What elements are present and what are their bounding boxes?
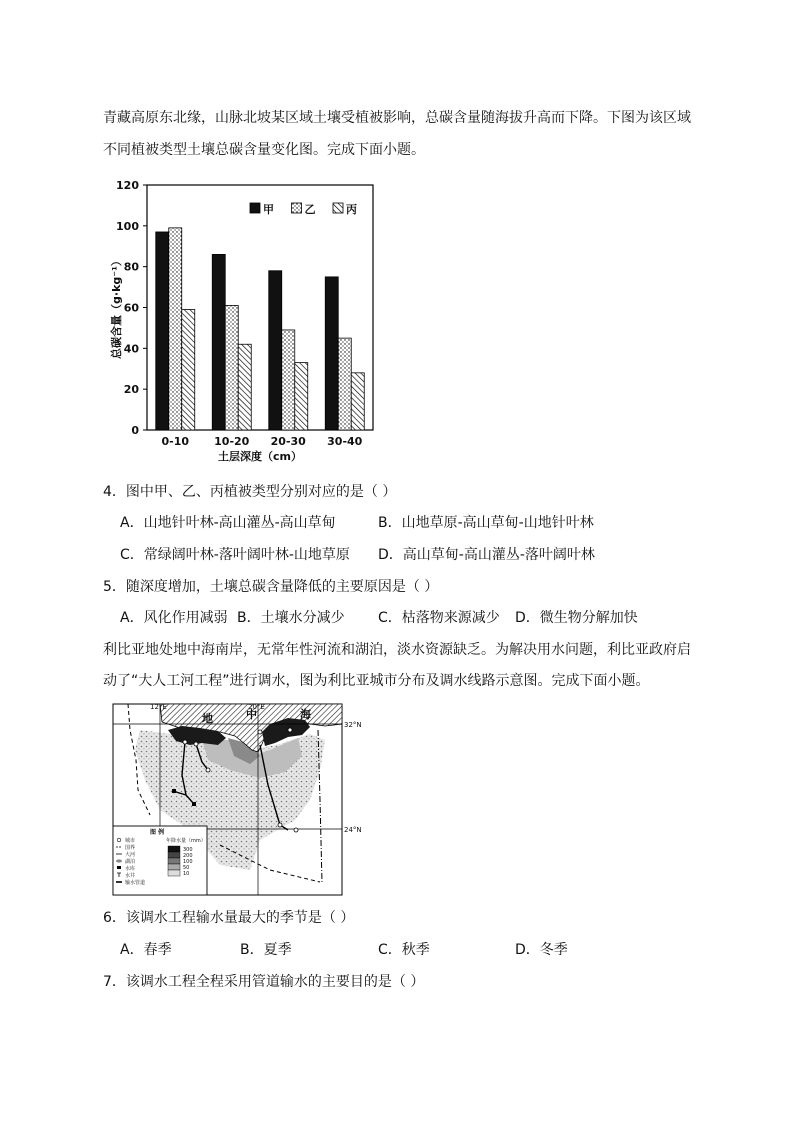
q6-option-c[interactable]: C．秋季	[378, 942, 430, 958]
legend-item-river: 大河	[125, 852, 136, 858]
y-tick-label: 120	[116, 179, 139, 192]
x-tick-label: 20-30	[270, 435, 306, 448]
city-marker	[288, 728, 292, 732]
y-tick-label: 40	[123, 342, 139, 356]
legend-label-1: 甲	[263, 203, 274, 216]
legend-precip-level-5: 10	[183, 871, 190, 877]
bar-series-1-cat-1	[156, 232, 169, 430]
bar-series-1-cat-4	[325, 277, 338, 430]
q5-option-a[interactable]: A．风化作用减弱	[120, 610, 228, 626]
x-axis-label: 土层深度（cm）	[218, 450, 302, 463]
q6-option-a[interactable]: A．春季	[120, 942, 172, 958]
bar-series-1-cat-3	[269, 271, 282, 430]
bar-series-1-cat-2	[212, 254, 225, 430]
bar-series-2-cat-2	[225, 305, 238, 430]
legend-item-pipeline: 输水管道	[125, 880, 146, 886]
legend-lake-symbol	[116, 859, 122, 862]
x-tick-label: 0-10	[161, 435, 190, 448]
legend-title: 图 例	[150, 829, 165, 836]
legend-precip-swatch-4	[168, 864, 180, 870]
city-marker	[194, 742, 198, 746]
passage1-line2: 不同植被类型土壤总碳含量变化图。完成下面小题。	[103, 142, 425, 158]
q6-stem: 6．该调水工程输水量最大的季节是（ ）	[103, 910, 355, 926]
city-marker	[294, 828, 298, 832]
libya-water-map	[110, 700, 375, 900]
q5-stem: 5．随深度增加，土壤总碳含量降低的主要原因是（ ）	[103, 579, 439, 595]
bar-series-2-cat-1	[169, 228, 182, 430]
legend-label-2: 乙	[304, 203, 316, 216]
legend-precip-level-4: 50	[183, 865, 190, 871]
passage2-line2: 动了“大人工河工程”进行调水，图为利比亚城市分布及调水线路示意图。完成下面小题。	[103, 673, 650, 689]
legend-reservoir-symbol	[117, 866, 121, 869]
lat-label-24n: 24°N	[344, 826, 362, 834]
sea-label-char-1: 地	[202, 712, 213, 725]
map-legend	[113, 826, 207, 895]
reservoir-marker	[192, 802, 196, 806]
y-tick-label: 0	[131, 424, 139, 437]
legend-swatch-1	[250, 203, 260, 213]
y-tick-label: 20	[123, 383, 139, 397]
legend-item-well: 水井	[125, 873, 136, 879]
q5-option-b[interactable]: B．土壤水分减少	[237, 610, 345, 626]
legend-precip-swatch-3	[168, 858, 180, 864]
passage2-line1: 利比亚地处地中海南岸，无常年性河流和湖泊，淡水资源缺乏。为解决用水问题，利比亚政府启	[103, 642, 691, 658]
q4-option-c[interactable]: C．常绿阔叶林-落叶阔叶林-山地草原	[120, 547, 350, 563]
city-marker	[206, 768, 210, 772]
city-marker	[183, 740, 187, 744]
passage1-line1: 青藏高原东北缘，山脉北坡某区域土壤受植被影响，总碳含量随海拔升高而下降。下图为该区域	[103, 110, 691, 126]
bar-series-2-cat-3	[282, 330, 295, 430]
legend-city-symbol	[117, 838, 121, 842]
q6-option-b[interactable]: B．夏季	[240, 942, 292, 958]
chart-marks	[116, 179, 364, 448]
q5-option-c[interactable]: C．枯落物来源减少	[378, 610, 500, 626]
legend-precip-swatch-2	[168, 852, 180, 858]
q5-option-d[interactable]: D．微生物分解加快	[515, 610, 638, 626]
q4-option-b[interactable]: B．山地草原-高山草甸-山地针叶林	[378, 515, 594, 531]
legend-item-city: 城市	[125, 838, 136, 844]
city-marker	[258, 730, 262, 734]
legend-precip-level-1: 300	[183, 847, 193, 853]
sea-label-char-3: 海	[300, 708, 311, 721]
legend-precip-title: 年降水量（mm）	[166, 838, 206, 844]
y-tick-label: 80	[123, 260, 139, 274]
y-tick-label: 60	[123, 301, 139, 315]
lon-label-12e: 12°E	[150, 703, 167, 711]
legend-swatch-3	[333, 203, 343, 213]
legend-item-border: 国界	[125, 845, 136, 851]
bar-series-3-cat-1	[182, 310, 195, 430]
lon-label-20e: 20°E	[248, 703, 265, 711]
legend-swatch-2	[292, 203, 302, 213]
bar-series-2-cat-4	[338, 338, 351, 430]
reservoir-marker	[172, 789, 176, 793]
legend-precip-swatch-1	[168, 846, 180, 852]
x-tick-label: 10-20	[214, 435, 250, 448]
q7-stem: 7．该调水工程全程采用管道输水的主要目的是（ ）	[103, 974, 425, 990]
legend-label-3: 丙	[346, 203, 357, 216]
carbon-bar-chart	[100, 175, 390, 470]
city-marker	[278, 823, 282, 827]
q4-stem: 4．图中甲、乙、丙植被类型分别对应的是（ ）	[103, 484, 397, 500]
bar-series-3-cat-4	[351, 373, 364, 430]
x-tick-label: 30-40	[327, 435, 363, 448]
sea-label-char-2: 中	[246, 708, 257, 721]
y-tick-label: 100	[116, 219, 139, 233]
legend-item-reservoir: 水库	[125, 866, 136, 872]
y-axis-label: 总碳含量（g·kg⁻¹）	[110, 255, 123, 359]
q4-option-a[interactable]: A．山地针叶林-高山灌丛-高山草甸	[120, 515, 336, 531]
legend-precip-level-3: 100	[183, 859, 193, 865]
q4-option-d[interactable]: D．高山草甸-高山灌丛-落叶阔叶林	[378, 547, 595, 563]
legend-precip-swatch-5	[168, 870, 180, 876]
legend-precip-level-2: 200	[183, 853, 193, 859]
bar-series-3-cat-2	[238, 344, 251, 430]
q6-option-d[interactable]: D．冬季	[515, 942, 568, 958]
bar-series-3-cat-3	[295, 363, 308, 430]
legend-item-lake: 湖泊	[125, 859, 136, 865]
lat-label-32n: 32°N	[344, 721, 362, 729]
